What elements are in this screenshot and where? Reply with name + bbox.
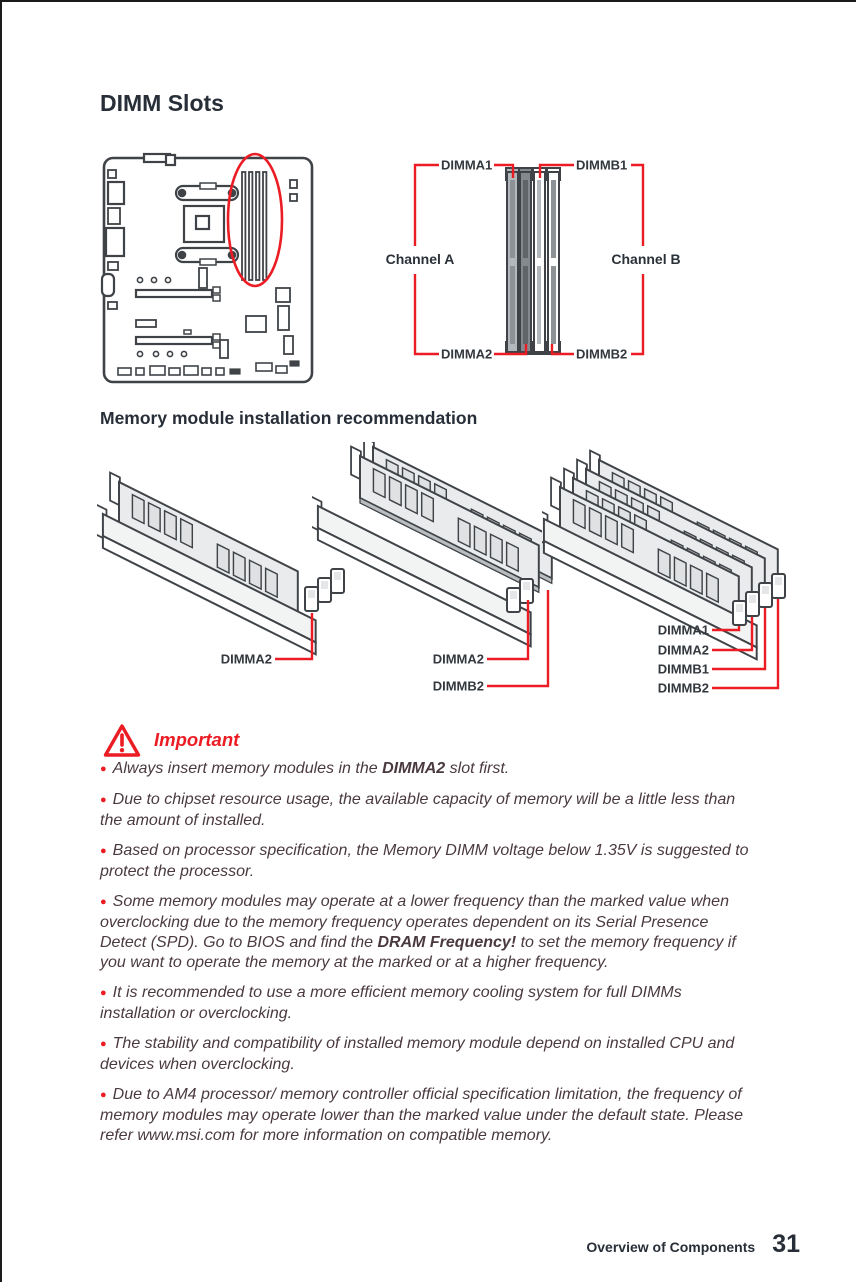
bullet-dot-icon (100, 984, 113, 1001)
bullet-text: Due to AM4 processor/ memory controller official specification limitation, the frequency of memory modules may operate lower than the marked value under the default state. Please refer www.msi.com for more information on compatible memory. (100, 1086, 744, 1144)
figure1-label-dimma2: DIMMA2 (220, 651, 272, 667)
bullet-bold-text: DIMMA2 (382, 760, 446, 777)
bullet-item (100, 841, 756, 882)
dimm-channel-diagram (382, 150, 702, 377)
motherboard-diagram (100, 150, 335, 395)
important-header (102, 720, 239, 760)
figure2-label-dimma2: DIMMA2 (432, 651, 484, 667)
bullet-text: slot first. (445, 760, 510, 777)
memory-figure-1 (97, 450, 347, 683)
footer-page-number: 31 (772, 1230, 800, 1258)
warning-icon (102, 722, 142, 759)
bullet-dot-icon (100, 1086, 113, 1103)
bullet-dot-icon (100, 760, 113, 777)
bullet-item (100, 983, 756, 1024)
section-title: Memory module installation recommendation (100, 408, 478, 428)
slot-label-dimmb1: DIMMB1 (576, 157, 628, 173)
bullet-item (100, 1034, 756, 1075)
memory-figure-2 (312, 442, 572, 702)
channel-a-label: Channel A (385, 251, 455, 267)
bullet-text: Due to chipset resource usage, the available capacity of memory will be a little less than the amount of installed. (100, 791, 736, 829)
bullet-text: Based on processor specification, the Memory DIMM voltage below 1.35V is suggested to protect the processor. (100, 842, 749, 880)
important-title: Important (154, 729, 240, 750)
bullet-dot-icon (100, 791, 113, 808)
slot-label-dimma1: DIMMA1 (441, 157, 493, 173)
figure3-label-dimma1: DIMMA1 (657, 622, 709, 638)
bullet-item (100, 1085, 756, 1146)
figure3-label-dimmb2: DIMMB2 (657, 680, 709, 696)
bullet-text: to set the memory frequency if you want to operate the memory at the marked or at a higher frequency. (100, 934, 736, 971)
memory-figure-3 (542, 447, 804, 707)
motherboard-icon (100, 150, 335, 390)
bullet-item (100, 892, 756, 973)
figure3-label-dimma2: DIMMA2 (657, 642, 709, 658)
bullet-item (100, 759, 756, 780)
figure3-label-dimmb1: DIMMB1 (657, 661, 709, 677)
bullet-bold-text: DRAM Frequency! (377, 934, 517, 951)
bullet-text: It is recommended to use a more efficient memory cooling system for full DIMMs installation or overclocking. (100, 984, 682, 1022)
important-bullet-list (100, 759, 756, 1156)
bullet-text: The stability and compatibility of installed memory module depend on installed CPU and devices when overclocking. (100, 1035, 735, 1073)
page-title: DIMM Slots (100, 90, 224, 116)
channel-b-label: Channel B (611, 251, 681, 267)
footer-section-title: Overview of Components (586, 1239, 756, 1255)
page-footer (100, 1230, 800, 1259)
bullet-dot-icon (100, 842, 113, 859)
bullet-text: Always insert memory modules in the (112, 760, 383, 777)
bullet-dot-icon (100, 893, 113, 910)
slot-label-dimmb2: DIMMB2 (576, 346, 628, 362)
bullet-dot-icon (100, 1035, 113, 1052)
slot-label-dimma2: DIMMA2 (441, 346, 493, 362)
figure2-label-dimmb2: DIMMB2 (432, 678, 484, 694)
bullet-item (100, 790, 756, 831)
bullet-text: Some memory modules may operate at a lower frequency than the marked value when overclocking due to the memory frequency operates dependent on its Serial Presence Detect (SPD). Go to BIOS and find the (100, 893, 729, 951)
